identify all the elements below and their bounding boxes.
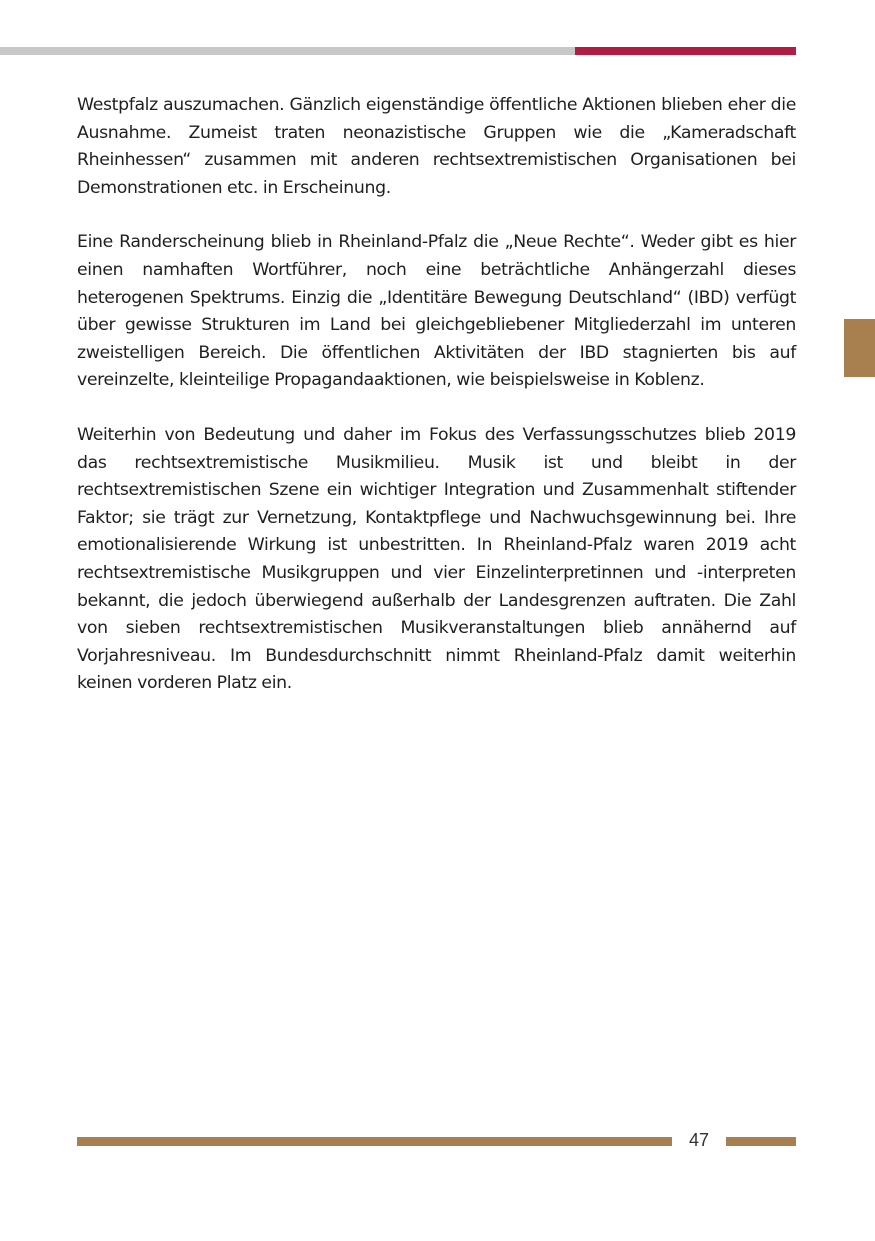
chapter-tab-marker <box>844 319 875 377</box>
paragraph-3: Weiterhin von Bedeutung und daher im Fokus des Verfassungsschutzes blieb 2019 das rechtsextremistische Musikmilieu. Musik ist und bleibt in der rechtsextremistischen Szene ein wichtiger Integration und Zusammenhalt stiftender Faktor; sie trägt zur Vernetzung, Kontaktpflege und Nachwuchsgewinnung bei. Ihre emotionalisierende Wirkung ist unbestritten. In Rheinland-Pfalz waren 2019 acht rechtsextremistische Musikgruppen und vier Einzelinterpretinnen und -interpreten bekannt, die jedoch überwiegend außerhalb der Landesgrenzen auftraten. Die Zahl von sieben rechtsextremistischen Musikveranstaltungen blieb annähernd auf Vorjahresniveau. Im Bundesdurchschnitt nimmt Rheinland-Pfalz damit weiterhin keinen vorderen Platz ein. <box>77 424 796 694</box>
paragraph-2: Eine Randerscheinung blieb in Rheinland-Pfalz die „Neue Rechte“. Weder gibt es hier einen namhaften Wortführer, noch eine beträchtliche Anhängerzahl dieses heterogenen Spektrums. Einzig die „Identitäre Bewegung Deutschland“ (IBD) verfügt über gewisse Strukturen im Land bei gleichgebliebener Mitgliederzahl im unteren zweistelligen Bereich. Die öffentlichen Aktivitäten der IBD stagnierten bis auf vereinzelte, kleinteilige Propagandaaktionen, wie beispielsweise in Koblenz. <box>77 232 796 391</box>
header-rule-accent <box>575 47 796 55</box>
header-rule-gray <box>0 47 575 55</box>
footer-rule-left <box>77 1137 672 1146</box>
paragraph-1: Westpfalz auszumachen. Gänzlich eigenständige öffentliche Aktionen blieben eher die Ausnahme. Zumeist traten neonazistische Gruppen wie die „Kameradschaft Rheinhessen“ zusammen mit anderen rechtsextremistischen Organisationen bei Demonstrationen etc. in Erscheinung. <box>77 95 796 198</box>
page-number: 47 <box>688 1130 710 1150</box>
body-text <box>77 92 796 725</box>
footer-rule-right <box>726 1137 796 1146</box>
